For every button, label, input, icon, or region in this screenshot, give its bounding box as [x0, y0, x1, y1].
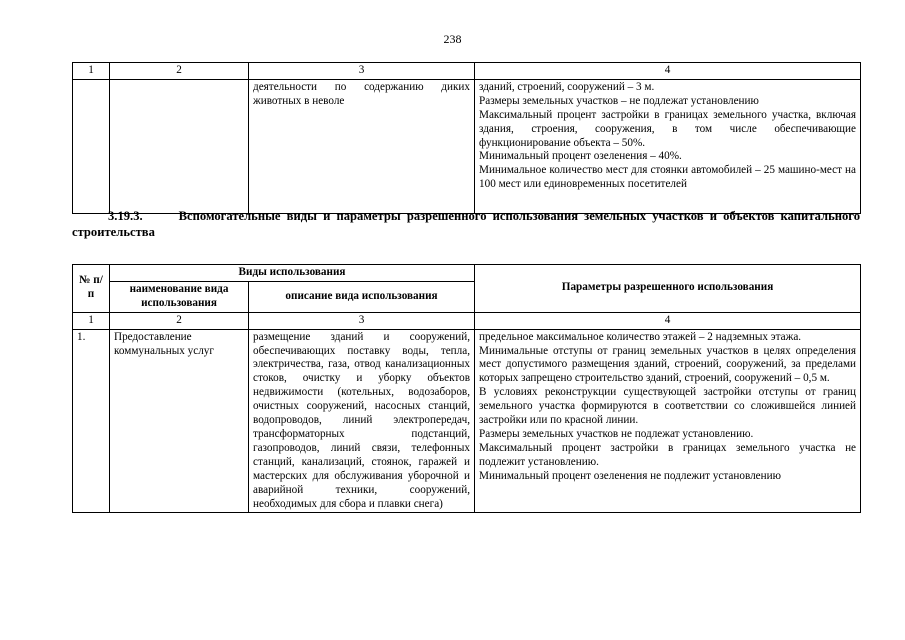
header-usage-name: наименование вида использования — [110, 281, 249, 312]
row-number-cell — [73, 79, 110, 213]
col-number-cell: 1 — [73, 312, 110, 329]
auxiliary-usage-table — [72, 264, 861, 513]
usage-description-cell: деятельности по содержанию диких животных в неволе — [249, 79, 475, 213]
col-number-cell: 2 — [110, 63, 249, 80]
table-row — [73, 79, 861, 213]
col-number-cell: 2 — [110, 312, 249, 329]
parameter-line: Минимальное количество мест для стоянки автомобилей – 25 машино-мест на 100 мест или единовременных посетителей — [479, 164, 856, 191]
table-row — [73, 329, 861, 513]
column-number-row — [73, 63, 861, 80]
header-usage-desc: описание вида использования — [249, 281, 475, 312]
parameter-line: зданий, строений, сооружений – 3 м. — [479, 80, 655, 93]
parameters-cell — [475, 79, 861, 213]
parameter-line: предельное максимальное количество этажей – 2 надземных этажа. — [479, 330, 802, 343]
parameter-line: В условиях реконструкции существующей застройки отступы от границ земельного участка формируются в соответствии со сложившейся линией застройки или по красной линии. — [479, 386, 857, 427]
parameter-line: Максимальный процент застройки в границах земельного участка не подлежит установлению. — [479, 441, 857, 468]
col-number-cell: 3 — [249, 312, 475, 329]
section-number: 3.19.3. — [108, 209, 143, 223]
section-title: Вспомогательные виды и параметры разрешенного использования земельных участков и объектов капитального строительства — [72, 209, 860, 239]
col-number-cell: 3 — [249, 63, 475, 80]
column-number-row — [73, 312, 861, 329]
usage-name-cell: Предоставление коммунальных услуг — [110, 329, 249, 513]
usage-name-cell — [110, 79, 249, 213]
usage-description-cell: размещение зданий и сооружений, обеспечивающих поставку воды, тепла, электричества, газа, отвод канализационных стоков, очистку и уборку объектов недвижимости (котельных, водозаборов, очистных сооружений, насосных станций, водопроводов, линий электропередач, трансформаторных подстанций, газопроводов, линий связи, телефонных станций, канализаций, стоянок, гаражей и мастерских для обслуживания уборочной и аварийной техники, сооружений, необходимых для сбора и плавки снега) — [249, 329, 475, 513]
continuation-table — [72, 62, 861, 214]
col-number-cell: 4 — [475, 63, 861, 80]
parameter-line: Размеры земельных участков – не подлежат установлению — [479, 94, 759, 107]
row-number-cell: 1. — [73, 329, 110, 513]
header-row — [73, 265, 861, 282]
parameter-line: Размеры земельных участков не подлежат установлению. — [479, 427, 754, 440]
page-number: 238 — [443, 32, 462, 46]
parameter-line: Максимальный процент застройки в границах земельного участка, включая здания, строения, сооружения, в том числе обеспечивающие функционирование объекта – 50%. — [479, 108, 856, 149]
parameters-cell — [475, 329, 861, 513]
parameter-line: Минимальный процент озеленения – 40%. — [479, 150, 682, 163]
parameter-line: Минимальный процент озеленения не подлежит установлению — [479, 469, 781, 482]
header-num: № п/п — [73, 265, 110, 313]
col-number-cell: 1 — [73, 63, 110, 80]
header-params: Параметры разрешенного использования — [475, 265, 861, 313]
col-number-cell: 4 — [475, 312, 861, 329]
header-usage-types: Виды использования — [110, 265, 475, 282]
parameter-line: Минимальные отступы от границ земельных участков в целях определения мест допустимого размещения зданий, строений, сооружений, за пределами которых запрещено строительство зданий, строений, сооружений – 0,5 м. — [479, 344, 857, 385]
section-heading — [72, 208, 860, 240]
